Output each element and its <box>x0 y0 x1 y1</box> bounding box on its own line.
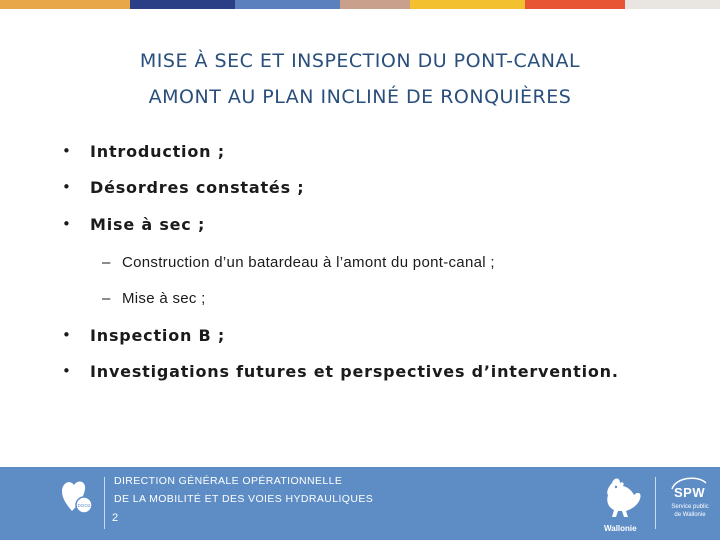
slide-title-line-1: MISE À SEC ET INSPECTION DU PONT-CANAL <box>139 50 581 72</box>
footer-divider <box>104 477 105 529</box>
color-segment <box>410 0 525 9</box>
footer-direction-line-1: DIRECTION GÉNÉRALE OPÉRATIONNELLE <box>114 475 343 487</box>
spw-subtitle <box>666 503 714 519</box>
bullet-text: Investigations futures et perspectives d’intervention. <box>90 362 619 381</box>
wallonie-rooster-icon <box>598 473 646 521</box>
color-segment <box>525 0 625 9</box>
slide-title-line-2: AMONT AU PLAN INCLINÉ DE RONQUIÈRES <box>148 86 572 108</box>
wallonie-label: Wallonie <box>604 524 637 533</box>
color-segment <box>130 0 235 9</box>
spw-logo-text: SPW <box>674 485 706 500</box>
footer-bar <box>0 467 720 540</box>
header-color-bar <box>0 0 720 9</box>
color-segment <box>235 0 340 9</box>
footer-divider <box>655 477 656 529</box>
bullet-text: Désordres constatés ; <box>90 178 305 197</box>
color-segment <box>0 0 130 9</box>
dash-icon: – <box>102 290 111 307</box>
bullet-icon: • <box>62 178 71 196</box>
dash-icon: – <box>102 254 111 271</box>
color-segment <box>340 0 410 9</box>
bullet-text: Mise à sec ; <box>90 215 206 234</box>
bullet-icon: • <box>62 142 71 160</box>
color-segment <box>625 0 720 9</box>
bullet-text: Inspection B ; <box>90 326 226 345</box>
bullet-icon: • <box>62 215 71 233</box>
bullet-icon: • <box>62 362 71 380</box>
sub-bullet-text: Mise à sec ; <box>122 290 206 307</box>
spw-subtitle-line-1: Service public <box>671 504 709 510</box>
bullet-icon: • <box>62 326 71 344</box>
sub-bullet-text: Construction d’un batardeau à l’amont du pont-canal ; <box>122 254 495 271</box>
dgo2-logo-icon <box>58 477 98 517</box>
dgo2-logo-text: DGO2 <box>77 503 91 508</box>
bullet-text: Introduction ; <box>90 142 225 161</box>
footer-direction-line-2: DE LA MOBILITÉ ET DES VOIES HYDRAULIQUES <box>114 493 374 505</box>
spw-subtitle-line-2: de Wallonie <box>674 512 706 518</box>
page-number: 2 <box>112 512 119 524</box>
